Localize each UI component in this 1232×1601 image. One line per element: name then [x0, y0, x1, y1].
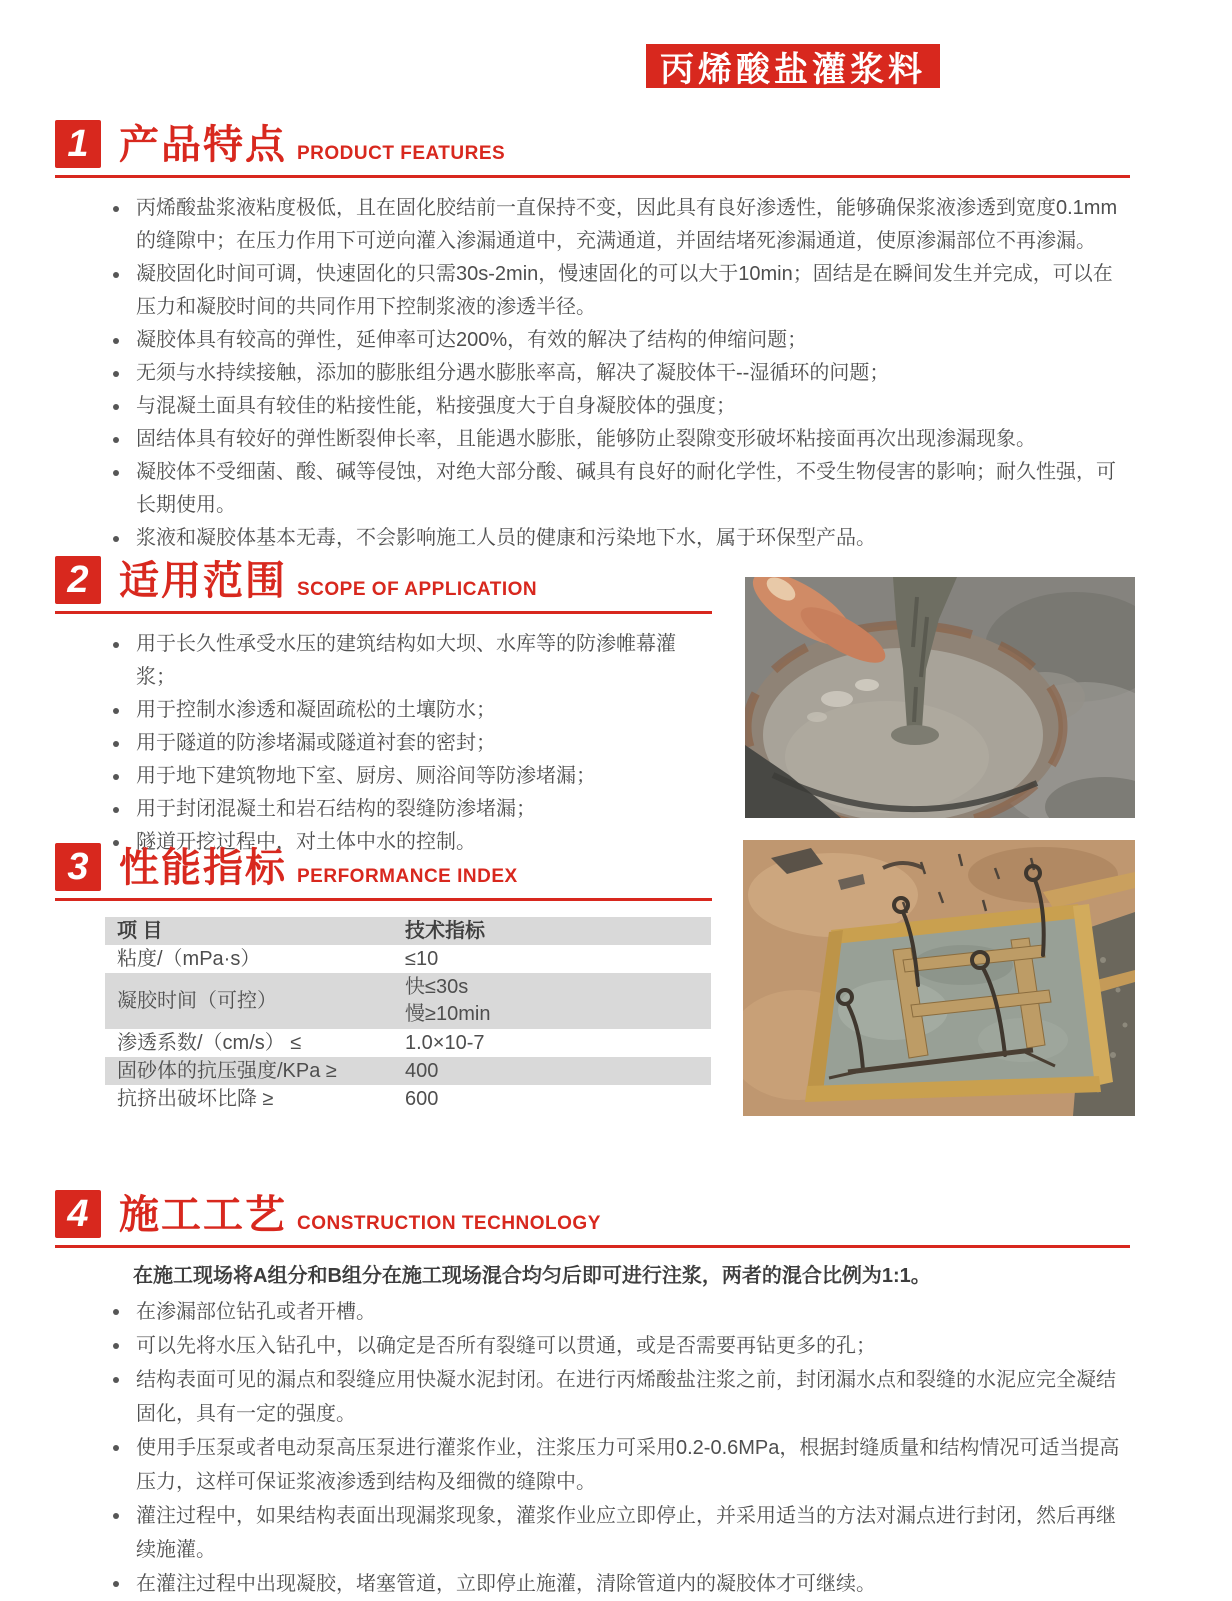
section-3-title: 性能指标 — [119, 846, 287, 890]
list-item — [55, 1567, 1130, 1601]
feature-text: 凝胶体具有较高的弹性，延伸率可达200%，有效的解决了结构的伸缩问题； — [136, 329, 808, 351]
application-list — [55, 628, 712, 859]
bullet-dot-icon — [113, 437, 119, 443]
section-4-subtitle: CONSTRUCTION TECHNOLOGY — [297, 1213, 601, 1234]
table-cell-item: 抗挤出破坏比降 ≥ — [117, 1087, 274, 1110]
application-text: 用于地下建筑物地下室、厨房、厕浴间等防渗堵漏； — [136, 765, 596, 787]
bullet-dot-icon — [113, 272, 119, 278]
section-4-title: 施工工艺 — [119, 1193, 287, 1237]
list-item — [55, 324, 1130, 357]
table-cell-item: 粘度/（mPa·s） — [117, 947, 261, 970]
table-cell-value: 600 — [405, 1087, 439, 1110]
list-item — [55, 760, 712, 793]
bullet-dot-icon — [113, 536, 119, 542]
list-item — [55, 1329, 1130, 1363]
table-cell-item: 凝胶时间（可控） — [117, 989, 277, 1012]
feature-text: 凝胶体不受细菌、酸、碱等侵蚀，对绝大部分酸、碱具有良好的耐化学性，不受生物侵害的影响；耐久性强，可长期使用。 — [136, 461, 1116, 516]
table-header-value: 技术指标 — [405, 919, 485, 942]
product-features-list — [55, 192, 1130, 555]
bullet-dot-icon — [113, 371, 119, 377]
list-item — [55, 1295, 1130, 1329]
list-item — [55, 727, 712, 760]
section-1-subtitle: PRODUCT FEATURES — [297, 143, 506, 164]
table-row — [105, 1029, 711, 1057]
table-cell-value: 1.0×10-7 — [405, 1031, 485, 1054]
table-row — [105, 1085, 711, 1113]
feature-text: 与混凝土面具有较佳的粘接性能，粘接强度大于自身凝胶体的强度； — [136, 395, 736, 417]
table-row — [105, 973, 711, 1029]
table-row — [105, 1057, 711, 1085]
feature-text: 丙烯酸盐浆液粘度极低，且在固化胶结前一直保持不变，因此具有良好渗透性，能够确保浆液渗透到宽度0.1mm的缝隙中；在压力作用下可逆向灌入渗漏通道中，充满通道，并固结堵死渗漏通道，使原渗漏部位不再渗漏。 — [136, 197, 1118, 252]
section-performance-index — [55, 843, 712, 1113]
product-title-banner: 丙烯酸盐灌浆料 — [646, 44, 940, 88]
list-item — [55, 1363, 1130, 1431]
mixing-ratio-note: 在施工现场将A组分和B组分在施工现场混合均匀后即可进行注浆，两者的混合比例为1:1。 — [133, 1265, 931, 1287]
section-4-number-badge: 4 — [55, 1190, 101, 1238]
table-cell-item: 固砂体的抗压强度/KPa ≥ — [117, 1059, 337, 1082]
feature-text: 无须与水持续接触，添加的膨胀组分遇水膨胀率高，解决了凝胶体干--湿循环的问题； — [136, 362, 890, 384]
bullet-dot-icon — [113, 807, 119, 813]
list-item — [55, 522, 1130, 555]
bullet-dot-icon — [113, 741, 119, 747]
section-product-features — [55, 120, 1130, 555]
construction-steps-list — [55, 1295, 1130, 1601]
table-header-row — [105, 917, 711, 945]
table-cell-value: ≤10 — [405, 947, 439, 970]
gel-time-fast: 快≤30s — [405, 976, 469, 998]
feature-text: 固结体具有较好的弹性断裂伸长率，且能遇水膨胀，能够防止裂隙变形破坏粘接面再次出现渗漏现象。 — [136, 428, 1036, 450]
list-item — [55, 258, 1130, 324]
section-3-number-badge: 3 — [55, 843, 101, 891]
feature-text: 浆液和凝胶体基本无毒，不会影响施工人员的健康和污染地下水，属于环保型产品。 — [136, 527, 876, 549]
list-item — [55, 793, 712, 826]
list-item — [55, 456, 1130, 522]
section-construction-technology — [55, 1190, 1130, 1601]
bullet-dot-icon — [113, 404, 119, 410]
list-item — [55, 1499, 1130, 1567]
section-2-subtitle: SCOPE OF APPLICATION — [297, 579, 538, 600]
section-4-header — [55, 1190, 1130, 1248]
step-text: 灌注过程中，如果结构表面出现漏浆现象，灌浆作业应立即停止，并采用适当的方法对漏点进行封闭，然后再继续施灌。 — [136, 1505, 1116, 1561]
formwork-grouting-photo — [743, 840, 1135, 1116]
table-cell-item: 渗透系数/（cm/s） ≤ — [117, 1031, 302, 1054]
step-text: 结构表面可见的漏点和裂缝应用快凝水泥封闭。在进行丙烯酸盐注浆之前，封闭漏水点和裂缝的水泥应完全凝结固化，具有一定的强度。 — [136, 1369, 1116, 1425]
bullet-dot-icon — [113, 1445, 119, 1451]
gel-time-slow: 慢≥10min — [405, 1003, 491, 1025]
section-1-header — [55, 120, 1130, 178]
section-2-title: 适用范围 — [119, 559, 287, 603]
list-item — [55, 357, 1130, 390]
step-text: 可以先将水压入钻孔中，以确定是否所有裂缝可以贯通，或是否需要再钻更多的孔； — [136, 1335, 876, 1357]
list-item — [55, 192, 1130, 258]
bullet-dot-icon — [113, 206, 119, 212]
application-text: 隧道开挖过程中，对土体中水的控制。 — [136, 831, 476, 853]
section-2-number-badge: 2 — [55, 556, 101, 604]
section-2-header — [55, 556, 712, 614]
bullet-dot-icon — [113, 1343, 119, 1349]
bullet-dot-icon — [113, 774, 119, 780]
bullet-dot-icon — [113, 1513, 119, 1519]
grout-mixing-photo — [745, 577, 1135, 818]
application-text: 用于控制水渗透和凝固疏松的土壤防水； — [136, 699, 496, 721]
bullet-dot-icon — [113, 1377, 119, 1383]
bullet-dot-icon — [113, 642, 119, 648]
table-header-item: 项 目 — [117, 919, 163, 942]
step-text: 在渗漏部位钻孔或者开槽。 — [136, 1301, 376, 1323]
feature-text: 凝胶固化时间可调，快速固化的只需30s-2min，慢速固化的可以大于10min；固结是在瞬间发生并完成，可以在压力和凝胶时间的共同作用下控制浆液的渗透半径。 — [136, 263, 1113, 318]
bullet-dot-icon — [113, 1581, 119, 1587]
table-cell-value — [405, 974, 711, 1028]
list-item — [55, 694, 712, 727]
application-text: 用于隧道的防渗堵漏或隧道衬套的密封； — [136, 732, 496, 754]
section-1-title: 产品特点 — [119, 123, 287, 167]
performance-table — [105, 917, 711, 1113]
step-text: 使用手压泵或者电动泵高压泵进行灌浆作业，注浆压力可采用0.2-0.6MPa，根据封缝质量和结构情况可适当提高压力，这样可保证浆液渗透到结构及细微的缝隙中。 — [136, 1437, 1120, 1493]
table-cell-value: 400 — [405, 1059, 439, 1082]
section-scope-of-application — [55, 556, 712, 859]
bullet-dot-icon — [113, 338, 119, 344]
application-text: 用于长久性承受水压的建筑结构如大坝、水库等的防渗帷幕灌浆； — [136, 633, 676, 688]
step-text: 在灌注过程中出现凝胶，堵塞管道，立即停止施灌，清除管道内的凝胶体才可继续。 — [136, 1573, 876, 1595]
section-1-number-badge: 1 — [55, 120, 101, 168]
bullet-dot-icon — [113, 1309, 119, 1315]
list-item — [55, 390, 1130, 423]
list-item — [55, 1431, 1130, 1499]
section-3-subtitle: PERFORMANCE INDEX — [297, 866, 518, 887]
list-item — [55, 423, 1130, 456]
list-item — [55, 628, 712, 694]
bullet-dot-icon — [113, 470, 119, 476]
bullet-dot-icon — [113, 708, 119, 714]
section-3-header — [55, 843, 712, 901]
table-row — [105, 945, 711, 973]
application-text: 用于封闭混凝土和岩石结构的裂缝防渗堵漏； — [136, 798, 536, 820]
